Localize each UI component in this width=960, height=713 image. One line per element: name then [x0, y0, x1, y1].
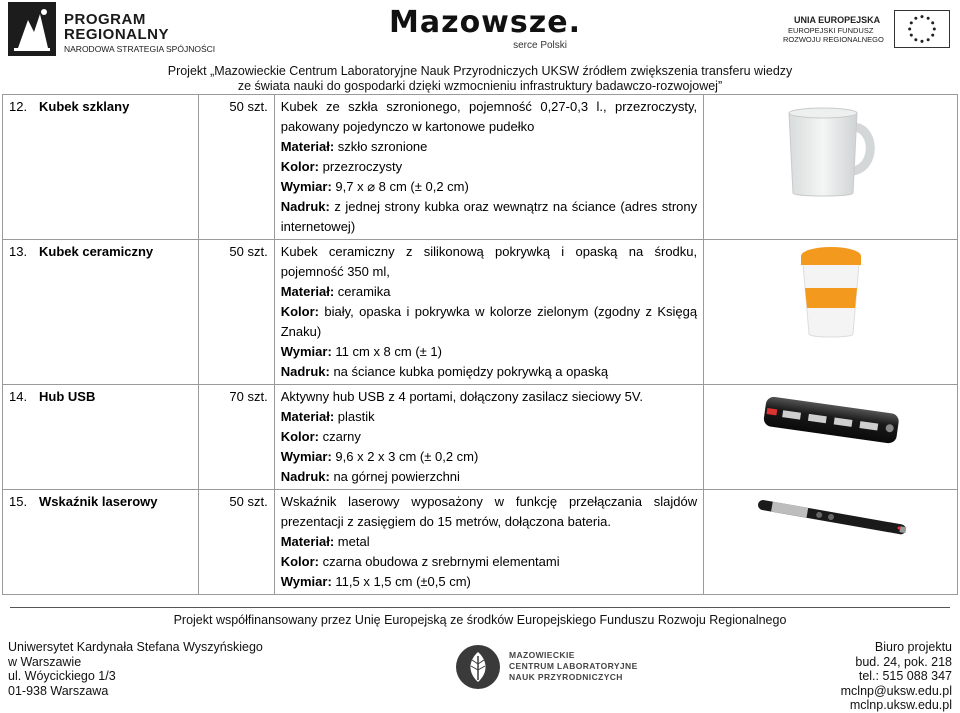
project-title: [0, 64, 960, 94]
program-title: PROGRAM: [64, 11, 146, 28]
description-line: [281, 427, 697, 447]
item-number: 13.: [9, 244, 28, 259]
description-line: [281, 447, 697, 467]
eu-fund-line1: EUROPEJSKI FUNDUSZ: [788, 26, 874, 35]
items-table-body: [3, 95, 958, 595]
description-line: [281, 117, 697, 137]
spec-text: Znaku): [280, 324, 322, 339]
spec-text: czarny: [319, 429, 361, 444]
item-description: [274, 385, 703, 490]
program-strategy: NARODOWA STRATEGIA SPÓJNOŚCI: [64, 44, 216, 54]
item-quantity: 70 szt.: [198, 385, 274, 490]
mazowsze-logo: [385, 5, 585, 52]
spec-label: Wymiar:: [280, 344, 332, 359]
office-room: bud. 24, pok. 218: [855, 654, 952, 669]
spec-text: przezroczysty: [319, 159, 403, 174]
item-description: [274, 490, 703, 595]
mazowsze-brand: Mazowsze.: [389, 5, 581, 40]
item-image-cell: [704, 240, 958, 385]
spec-label: Wymiar:: [280, 179, 332, 194]
mclnp-leaf-icon: [455, 644, 501, 690]
spec-label: Nadruk:: [280, 364, 330, 379]
office-website-link[interactable]: mclnp.uksw.edu.pl: [849, 698, 952, 712]
item-row: [3, 240, 958, 385]
page-header: [0, 0, 960, 60]
spec-text: 11 cm x 8 cm (± 1): [331, 344, 442, 359]
spec-text: z jednej strony kubka oraz wewnątrz na ściance (adres strony: [329, 199, 698, 214]
item-row: [3, 490, 958, 595]
item-name: Kubek ceramiczny: [39, 244, 154, 259]
description-line: [281, 262, 697, 282]
item-name: Hub USB: [39, 389, 96, 404]
spec-text: na ściance kubka pomiędzy pokrywką a opaską: [329, 364, 609, 379]
mclnp-line1: MAZOWIECKIE: [509, 650, 575, 660]
spec-text: metal: [334, 534, 370, 549]
spec-text: pakowany pojedynczo w kartonowe pudełko: [280, 119, 535, 134]
spec-label: Kolor:: [280, 429, 319, 444]
office-phone: tel.: 515 088 347: [858, 669, 952, 683]
project-title-line1: Projekt „Mazowieckie Centrum Laboratoryjne Nauk Przyrodniczych UKSW źródłem zwiększenia transferu wiedzy: [167, 64, 793, 78]
spec-label: Materiał:: [280, 409, 335, 424]
spec-label: Kolor:: [280, 159, 319, 174]
item-name-cell: [3, 95, 199, 240]
description-line: [281, 362, 697, 382]
item-name: Kubek szklany: [39, 99, 130, 114]
office-email-link[interactable]: mclnp@uksw.edu.pl: [840, 683, 952, 698]
eu-title: UNIA EUROPEJSKA: [794, 15, 881, 25]
spec-text: prezentacji z zasięgiem do 15 metrów, dołączona bateria.: [280, 514, 611, 529]
item-number: 14.: [9, 389, 28, 404]
program-subtitle: REGIONALNY: [64, 26, 170, 43]
office-title: Biuro projektu: [874, 640, 952, 654]
item-name-cell: [3, 240, 199, 385]
item-quantity: 50 szt.: [198, 240, 274, 385]
description-line: [281, 217, 697, 237]
item-description: [274, 95, 703, 240]
description-line: [281, 302, 697, 322]
description-line: [281, 572, 697, 592]
description-line: [281, 177, 697, 197]
spec-label: Nadruk:: [280, 199, 330, 214]
description-line: [281, 387, 697, 407]
funding-note: Projekt współfinansowany przez Unię Europejską ze środków Europejskiego Funduszu Rozwoju Regionalnego: [173, 613, 787, 627]
item-quantity: 50 szt.: [198, 95, 274, 240]
eu-fund-line2: ROZWOJU REGIONALNEGO: [783, 35, 884, 44]
spec-label: Kolor:: [280, 304, 319, 319]
item-image-cell: [704, 490, 958, 595]
spec-text: na górnej powierzchni: [329, 469, 460, 484]
usb-hub-image: [710, 387, 951, 463]
address-line: Uniwersytet Kardynała Stefana Wyszyńskiego: [8, 640, 263, 654]
spec-text: internetowej): [280, 219, 356, 234]
description-line: [281, 342, 697, 362]
description-line: [281, 137, 697, 157]
description-line: [281, 197, 697, 217]
mazowsze-tagline: serce Polski: [513, 40, 567, 51]
project-title-line2: ze świata nauki do gospodarki dzięki wzmocnieniu infrastruktury badawczo-rozwojowej”: [237, 79, 723, 93]
spec-text: pojemność 350 ml,: [280, 264, 390, 279]
item-row: [3, 95, 958, 240]
laser-pointer-image: [710, 492, 951, 548]
description-line: [281, 282, 697, 302]
description-line: [281, 157, 697, 177]
description-line: [281, 97, 697, 117]
spec-text: Aktywny hub USB z 4 portami, dołączony zasilacz sieciowy 5V.: [280, 389, 643, 404]
item-row: [3, 385, 958, 490]
description-line: [281, 552, 697, 572]
ceramic-mug-orange-image: [710, 242, 951, 348]
spec-text: plastik: [334, 409, 375, 424]
footer-divider: [10, 607, 950, 608]
description-line: [281, 512, 697, 532]
mclnp-logo: [455, 644, 645, 690]
spec-text: biały, opaska i pokrywka w kolorze zielonym (zgodny z Księgą: [319, 304, 698, 319]
item-image-cell: [704, 385, 958, 490]
description-line: [281, 492, 697, 512]
items-table: [2, 94, 958, 595]
address-line: ul. Wóycickiego 1/3: [8, 669, 116, 683]
spec-text: 9,6 x 2 x 3 cm (± 0,2 cm): [331, 449, 479, 464]
item-description: [274, 240, 703, 385]
eu-logo: [780, 10, 952, 50]
spec-text: szkło szronione: [334, 139, 428, 154]
description-line: [281, 242, 697, 262]
spec-text: Kubek ze szkła szronionego, pojemność 0,27-0,3 l., przezroczysty,: [280, 99, 698, 114]
spec-label: Wymiar:: [280, 574, 332, 589]
item-name-cell: [3, 385, 199, 490]
item-quantity: 50 szt.: [198, 490, 274, 595]
program-regionalny-logo: [8, 2, 216, 56]
description-line: [281, 467, 697, 487]
spec-text: czarna obudowa z srebrnymi elementami: [319, 554, 560, 569]
spec-text: Kubek ceramiczny z silikonową pokrywką i opaską na środku,: [280, 244, 698, 259]
item-number: 15.: [9, 494, 28, 509]
address-line: 01-938 Warszawa: [8, 683, 109, 698]
spec-text: 9,7 x ⌀ 8 cm (± 0,2 cm): [331, 179, 469, 194]
eu-flag-icon: [894, 10, 950, 48]
frosted-glass-mug-image: [710, 97, 951, 213]
university-address: [8, 640, 263, 698]
spec-text: 11,5 x 1,5 cm (±0,5 cm): [331, 574, 471, 589]
item-image-cell: [704, 95, 958, 240]
spec-text: Wskaźnik laserowy wyposażony w funkcję przełączania slajdów: [280, 494, 698, 509]
program-emblem-icon: [8, 2, 56, 56]
item-number: 12.: [9, 99, 28, 114]
spec-label: Materiał:: [280, 534, 335, 549]
spec-label: Materiał:: [280, 139, 335, 154]
mclnp-line3: NAUK PRZYRODNICZYCH: [509, 672, 623, 682]
spec-label: Kolor:: [280, 554, 319, 569]
spec-label: Wymiar:: [280, 449, 332, 464]
project-office-contact: [841, 640, 952, 713]
mclnp-line2: CENTRUM LABORATORYJNE: [509, 661, 638, 671]
description-line: [281, 322, 697, 342]
address-line: w Warszawie: [8, 654, 82, 669]
spec-label: Materiał:: [280, 284, 335, 299]
description-line: [281, 532, 697, 552]
item-name: Wskaźnik laserowy: [39, 494, 158, 509]
item-name-cell: [3, 490, 199, 595]
spec-text: ceramika: [334, 284, 391, 299]
description-line: [281, 407, 697, 427]
spec-label: Nadruk:: [280, 469, 330, 484]
